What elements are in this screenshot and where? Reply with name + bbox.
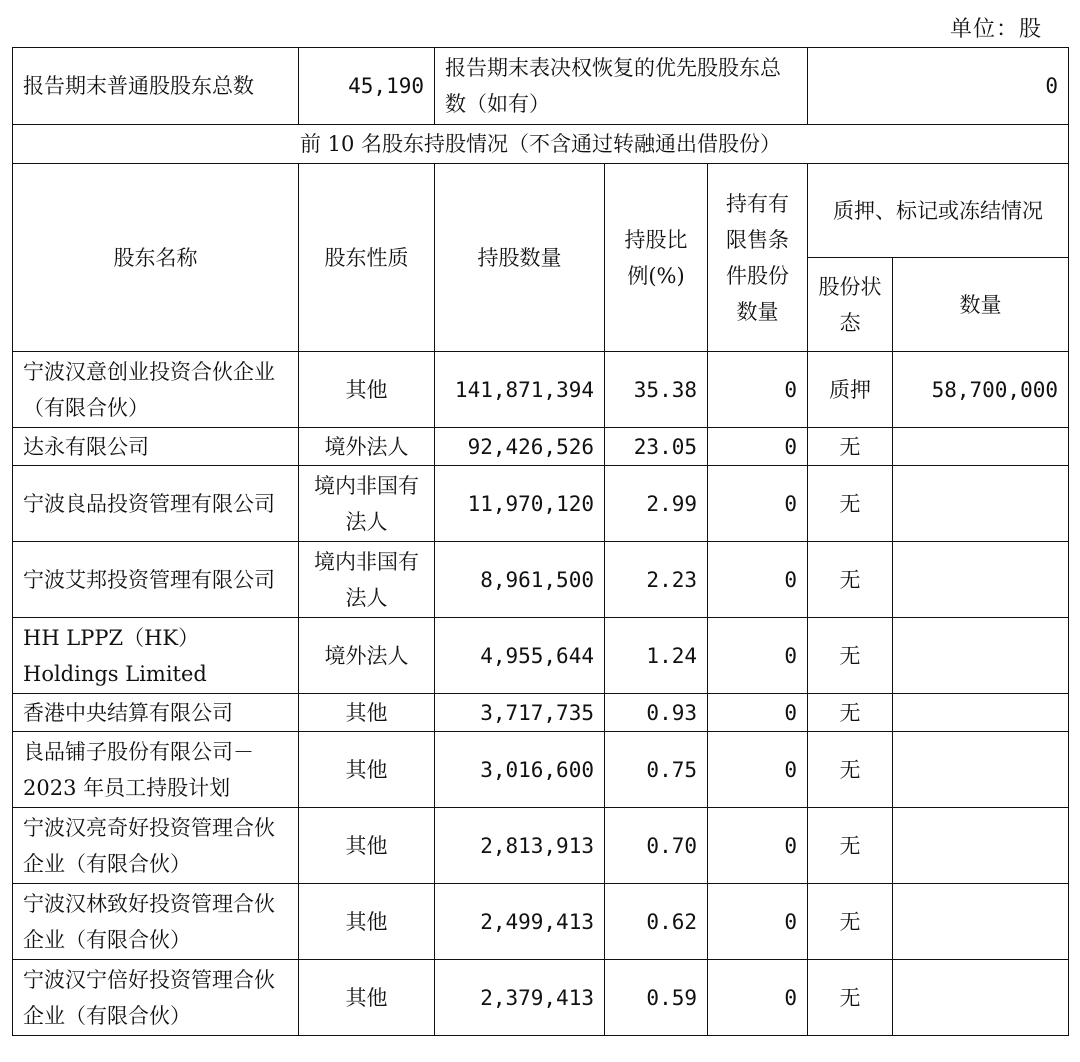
shares-held: 141,871,394 bbox=[435, 352, 605, 428]
shares-held: 2,499,413 bbox=[435, 884, 605, 960]
share-status: 质押 bbox=[808, 352, 893, 428]
holding-ratio: 2.23 bbox=[605, 542, 708, 618]
header-pledge-group: 质押、标记或冻结情况 bbox=[808, 164, 1069, 258]
shares-held: 2,813,913 bbox=[435, 808, 605, 884]
table-row bbox=[13, 428, 1069, 466]
pledged-quantity bbox=[893, 884, 1069, 960]
holding-ratio: 1.24 bbox=[605, 618, 708, 694]
pledged-quantity bbox=[893, 808, 1069, 884]
shareholder-table bbox=[12, 47, 1069, 1036]
holding-ratio: 2.99 bbox=[605, 466, 708, 542]
preferred-holders-label: 报告期末表决权恢复的优先股股东总数（如有） bbox=[435, 48, 808, 125]
shareholder-name: 宁波汉亮奇好投资管理合伙企业（有限合伙） bbox=[13, 808, 299, 884]
holding-ratio: 0.59 bbox=[605, 960, 708, 1036]
header-ratio: 持股比例(%) bbox=[605, 164, 708, 352]
header-row bbox=[13, 164, 1069, 258]
shareholder-nature: 境内非国有法人 bbox=[299, 466, 435, 542]
table-row bbox=[13, 352, 1069, 428]
pledged-quantity bbox=[893, 618, 1069, 694]
restricted-shares: 0 bbox=[708, 428, 808, 466]
header-nature: 股东性质 bbox=[299, 164, 435, 352]
share-status: 无 bbox=[808, 542, 893, 618]
share-status: 无 bbox=[808, 428, 893, 466]
shareholder-nature: 境外法人 bbox=[299, 618, 435, 694]
table-row bbox=[13, 884, 1069, 960]
shareholder-nature: 其他 bbox=[299, 960, 435, 1036]
share-status: 无 bbox=[808, 694, 893, 732]
shareholder-name: 良品铺子股份有限公司－2023 年员工持股计划 bbox=[13, 732, 299, 808]
holding-ratio: 0.62 bbox=[605, 884, 708, 960]
restricted-shares: 0 bbox=[708, 618, 808, 694]
pledged-quantity bbox=[893, 694, 1069, 732]
shares-held: 8,961,500 bbox=[435, 542, 605, 618]
shares-held: 2,379,413 bbox=[435, 960, 605, 1036]
table-row bbox=[13, 732, 1069, 808]
summary-row bbox=[13, 48, 1069, 125]
shareholder-name: 宁波汉意创业投资合伙企业（有限合伙） bbox=[13, 352, 299, 428]
header-status: 股份状态 bbox=[808, 258, 893, 352]
shareholder-nature: 其他 bbox=[299, 732, 435, 808]
share-status: 无 bbox=[808, 808, 893, 884]
shares-held: 4,955,644 bbox=[435, 618, 605, 694]
header-shares: 持股数量 bbox=[435, 164, 605, 352]
shareholder-name: HH LPPZ（HK） Holdings Limited bbox=[13, 618, 299, 694]
pledged-quantity bbox=[893, 428, 1069, 466]
common-holders-value: 45,190 bbox=[299, 48, 435, 125]
restricted-shares: 0 bbox=[708, 352, 808, 428]
table-row bbox=[13, 694, 1069, 732]
share-status: 无 bbox=[808, 960, 893, 1036]
shareholder-name: 宁波汉宁倍好投资管理合伙企业（有限合伙） bbox=[13, 960, 299, 1036]
restricted-shares: 0 bbox=[708, 884, 808, 960]
share-status: 无 bbox=[808, 732, 893, 808]
header-restricted: 持有有限售条件股份数量 bbox=[708, 164, 808, 352]
shareholder-name: 宁波艾邦投资管理有限公司 bbox=[13, 542, 299, 618]
holding-ratio: 0.70 bbox=[605, 808, 708, 884]
preferred-holders-value: 0 bbox=[808, 48, 1069, 125]
common-holders-label: 报告期末普通股股东总数 bbox=[13, 48, 299, 125]
pledged-quantity bbox=[893, 542, 1069, 618]
shares-held: 11,970,120 bbox=[435, 466, 605, 542]
header-name: 股东名称 bbox=[13, 164, 299, 352]
shareholder-nature: 境外法人 bbox=[299, 428, 435, 466]
shares-held: 3,717,735 bbox=[435, 694, 605, 732]
header-quantity: 数量 bbox=[893, 258, 1069, 352]
restricted-shares: 0 bbox=[708, 542, 808, 618]
shareholder-name: 宁波良品投资管理有限公司 bbox=[13, 466, 299, 542]
section-title: 前 10 名股东持股情况（不含通过转融通出借股份） bbox=[13, 125, 1069, 164]
holding-ratio: 35.38 bbox=[605, 352, 708, 428]
unit-label: 单位：股 bbox=[949, 17, 1042, 42]
restricted-shares: 0 bbox=[708, 960, 808, 1036]
holding-ratio: 23.05 bbox=[605, 428, 708, 466]
shares-held: 3,016,600 bbox=[435, 732, 605, 808]
restricted-shares: 0 bbox=[708, 732, 808, 808]
shareholder-name: 香港中央结算有限公司 bbox=[13, 694, 299, 732]
table-row bbox=[13, 618, 1069, 694]
shareholder-nature: 其他 bbox=[299, 352, 435, 428]
table-row bbox=[13, 960, 1069, 1036]
section-title-row bbox=[13, 125, 1069, 164]
shareholder-name: 宁波汉林致好投资管理合伙企业（有限合伙） bbox=[13, 884, 299, 960]
holding-ratio: 0.75 bbox=[605, 732, 708, 808]
restricted-shares: 0 bbox=[708, 694, 808, 732]
holding-ratio: 0.93 bbox=[605, 694, 708, 732]
table-row bbox=[13, 542, 1069, 618]
pledged-quantity bbox=[893, 732, 1069, 808]
shareholder-nature: 其他 bbox=[299, 808, 435, 884]
table-row bbox=[13, 808, 1069, 884]
restricted-shares: 0 bbox=[708, 808, 808, 884]
shares-held: 92,426,526 bbox=[435, 428, 605, 466]
pledged-quantity: 58,700,000 bbox=[893, 352, 1069, 428]
pledged-quantity bbox=[893, 960, 1069, 1036]
shareholder-nature: 其他 bbox=[299, 884, 435, 960]
share-status: 无 bbox=[808, 618, 893, 694]
pledged-quantity bbox=[893, 466, 1069, 542]
table-row bbox=[13, 466, 1069, 542]
shareholder-nature: 其他 bbox=[299, 694, 435, 732]
share-status: 无 bbox=[808, 466, 893, 542]
shareholder-nature: 境内非国有法人 bbox=[299, 542, 435, 618]
share-status: 无 bbox=[808, 884, 893, 960]
shareholder-name: 达永有限公司 bbox=[13, 428, 299, 466]
restricted-shares: 0 bbox=[708, 466, 808, 542]
